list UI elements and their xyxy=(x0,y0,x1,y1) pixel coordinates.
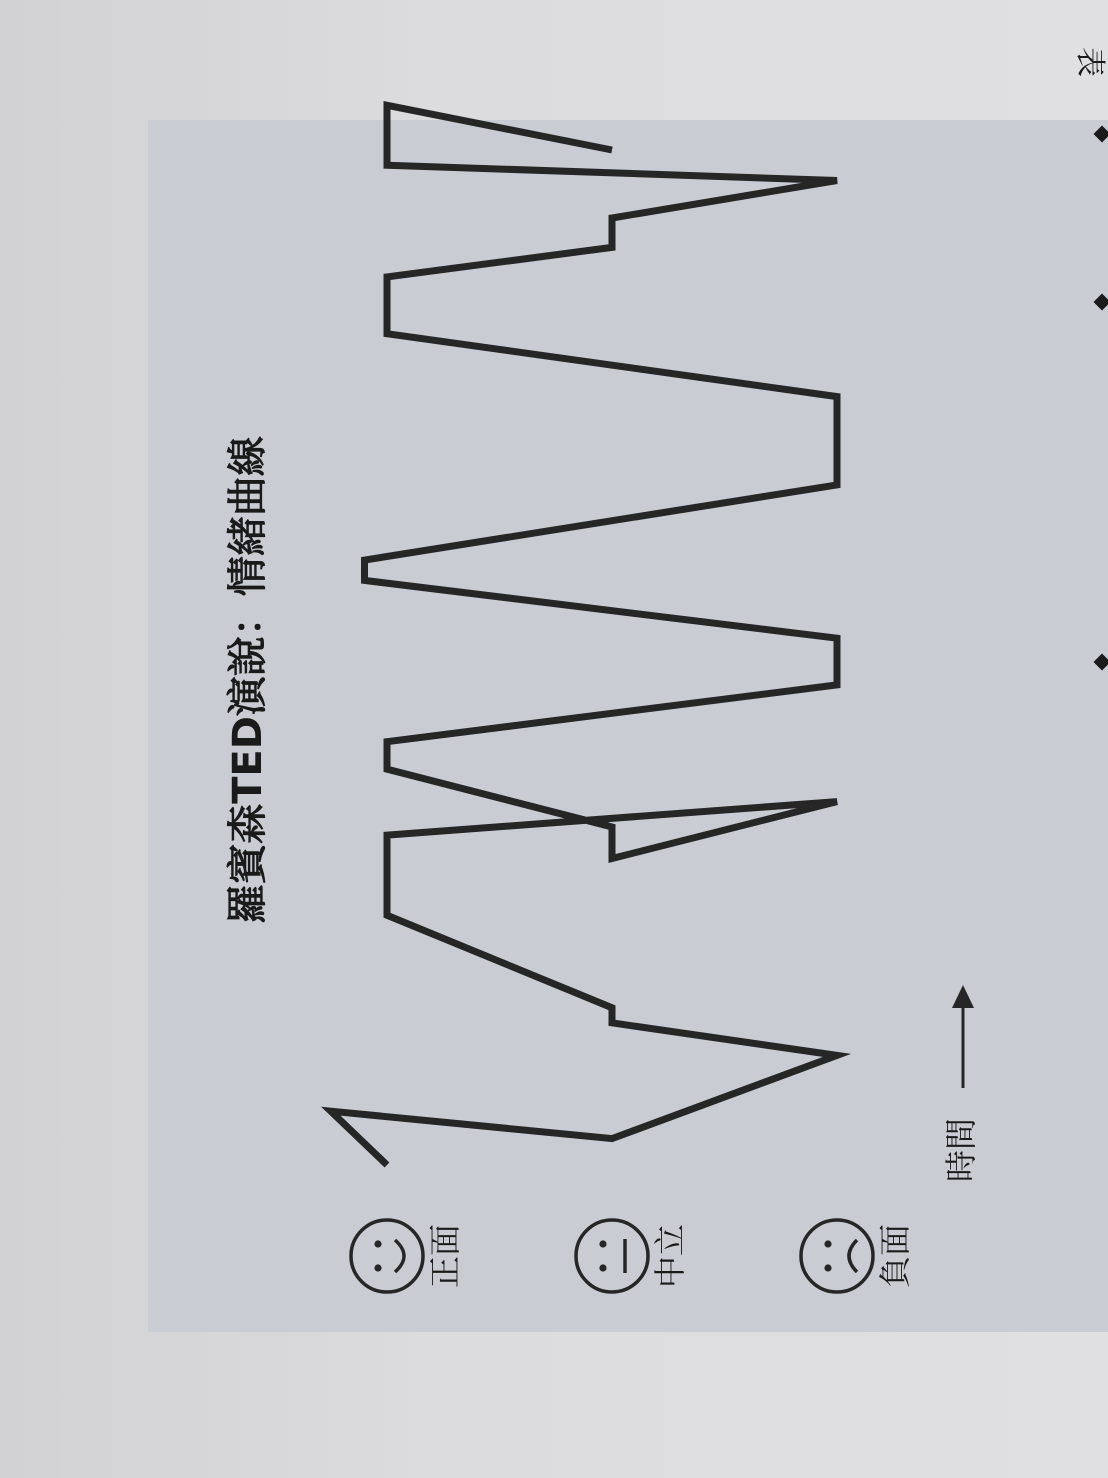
emotion-curve-line xyxy=(331,105,837,1165)
level-label: 中立 xyxy=(651,1223,689,1289)
level-label: 正面 xyxy=(426,1223,464,1289)
time-arrow-icon xyxy=(952,985,974,1088)
smile-face-icon xyxy=(351,1220,423,1292)
frown-face-icon xyxy=(801,1220,873,1292)
level-label: 負面 xyxy=(876,1223,914,1289)
next-page-edge-text: 表 xyxy=(1072,47,1107,77)
neutral-face-icon xyxy=(576,1220,648,1292)
x-axis-label: 時間 xyxy=(942,1117,980,1183)
face-icons xyxy=(351,1220,914,1292)
chart-title: 羅賓森TED演說：情緒曲線 xyxy=(225,436,271,924)
